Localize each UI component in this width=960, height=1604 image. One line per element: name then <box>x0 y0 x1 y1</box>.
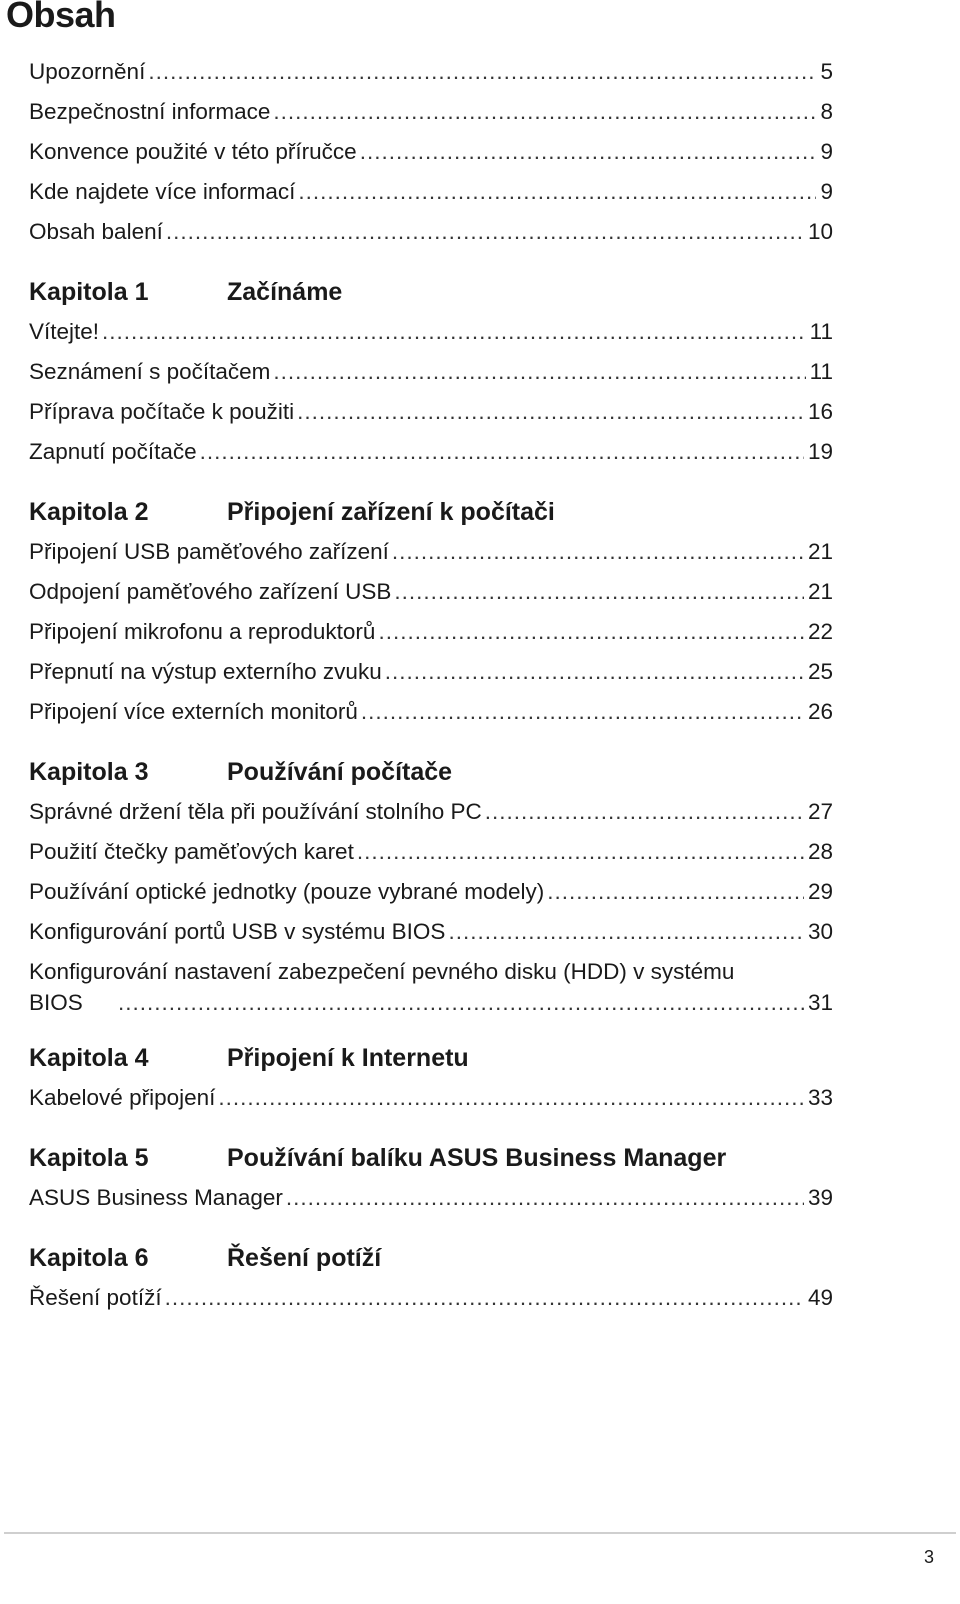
toc-entry-label: Kde najdete více informací <box>29 179 296 204</box>
toc-entry[interactable] <box>29 92 833 132</box>
toc-entry-label: Správné držení těla při používání stolního PC <box>29 799 482 824</box>
toc-entry[interactable] <box>29 612 833 652</box>
toc-entry-label: Seznámení s počítačem <box>29 359 271 384</box>
chapter-heading-2[interactable] <box>29 492 833 532</box>
chapter-title: Řešení potíží <box>227 1244 382 1272</box>
chapter-heading-3[interactable] <box>29 752 833 792</box>
chapter-number: Kapitola 2 <box>29 498 149 526</box>
toc-entry-page: 33 <box>807 1085 833 1110</box>
toc-entry[interactable] <box>29 392 833 432</box>
dot-leader <box>385 652 804 692</box>
toc-entry-page: 8 <box>820 99 833 124</box>
toc-entry-label: Zapnutí počítače <box>29 439 197 464</box>
dot-leader <box>547 872 804 912</box>
toc-entry-page: 16 <box>807 399 833 424</box>
toc-entry-page: 39 <box>807 1185 833 1210</box>
toc-entry-page: 25 <box>807 659 833 684</box>
chapter-heading-6[interactable] <box>29 1238 833 1278</box>
toc-entry-label: Konvence použité v této příručce <box>29 139 357 164</box>
toc-entry-label: Konfigurování portů USB v systému BIOS <box>29 919 446 944</box>
chapter-heading-5[interactable] <box>29 1138 833 1178</box>
dot-leader <box>392 532 804 572</box>
toc-entry[interactable] <box>29 1078 833 1118</box>
toc-entry-page: 19 <box>807 439 833 464</box>
toc-entry-label: Používání optické jednotky (pouze vybrané modely) <box>29 879 545 904</box>
toc-entry-label: Bezpečnostní informace <box>29 99 271 124</box>
toc-entry-page: 5 <box>820 59 833 84</box>
page-number: 3 <box>923 1547 934 1567</box>
toc-entry[interactable] <box>29 832 833 872</box>
toc-entry[interactable] <box>29 956 833 1018</box>
toc-entry[interactable] <box>29 312 833 352</box>
toc-entry[interactable] <box>29 532 833 572</box>
toc-entry-label: Řešení potíží <box>29 1285 162 1310</box>
toc-entry[interactable] <box>29 132 833 172</box>
dot-leader <box>148 52 816 92</box>
dot-leader <box>448 912 804 952</box>
toc-entry-page: 21 <box>807 539 833 564</box>
dot-leader <box>165 1278 804 1318</box>
toc-entry-page: 28 <box>807 839 833 864</box>
dot-leader <box>360 132 817 172</box>
dot-leader <box>286 1178 804 1218</box>
toc-entry-page: 26 <box>807 699 833 724</box>
toc-entry-label-continued: BIOS <box>29 990 83 1015</box>
dot-leader <box>378 612 804 652</box>
toc-entry[interactable] <box>29 912 833 952</box>
table-of-contents <box>29 52 833 1318</box>
toc-entry-label: Konfigurování nastavení zabezpečení pevného disku (HDD) v systému <box>29 959 735 984</box>
toc-entry-label: Připojení USB paměťového zařízení <box>29 539 389 564</box>
toc-entry[interactable] <box>29 52 833 92</box>
toc-entry-label: Použití čtečky paměťových karet <box>29 839 354 864</box>
dot-leader <box>118 987 804 1018</box>
toc-entry-label: Obsah balení <box>29 219 163 244</box>
chapter-heading-4[interactable] <box>29 1038 833 1078</box>
chapter-title: Připojení k Internetu <box>227 1044 469 1072</box>
toc-entry[interactable] <box>29 572 833 612</box>
footer-divider <box>4 1532 956 1534</box>
dot-leader <box>273 352 805 392</box>
toc-entry-page: 22 <box>807 619 833 644</box>
toc-entry-label: Vítejte! <box>29 319 100 344</box>
toc-entry-label: Přepnutí na výstup externího zvuku <box>29 659 382 684</box>
toc-entry-page: 11 <box>809 359 833 384</box>
chapter-number: Kapitola 4 <box>29 1044 149 1072</box>
dot-leader <box>200 432 804 472</box>
page-title: Obsah <box>6 0 116 35</box>
dot-leader <box>297 392 804 432</box>
toc-entry-label: Připojení více externích monitorů <box>29 699 358 724</box>
toc-entry-label: Připojení mikrofonu a reproduktorů <box>29 619 376 644</box>
toc-entry[interactable] <box>29 352 833 392</box>
toc-entry-page: 31 <box>807 990 833 1015</box>
chapter-number: Kapitola 6 <box>29 1244 149 1272</box>
toc-entry-page: 21 <box>807 579 833 604</box>
chapter-title: Připojení zařízení k počítači <box>227 498 555 526</box>
toc-entry-page: 11 <box>809 319 833 344</box>
dot-leader <box>102 312 806 352</box>
chapter-heading-1[interactable] <box>29 272 833 312</box>
chapter-title: Používání počítače <box>227 758 453 786</box>
dot-leader <box>218 1078 804 1118</box>
toc-entry-label: ASUS Business Manager <box>29 1185 283 1210</box>
toc-entry-label: Příprava počítače k použiti <box>29 399 295 424</box>
toc-entry-page: 49 <box>807 1285 833 1310</box>
dot-leader <box>357 832 804 872</box>
chapter-number: Kapitola 5 <box>29 1144 149 1172</box>
chapter-number: Kapitola 1 <box>29 278 149 306</box>
toc-entry-page: 9 <box>820 179 833 204</box>
dot-leader <box>298 172 816 212</box>
toc-entry-page: 27 <box>807 799 833 824</box>
toc-entry[interactable] <box>29 432 833 472</box>
toc-entry[interactable] <box>29 652 833 692</box>
toc-entry-label: Odpojení paměťového zařízení USB <box>29 579 392 604</box>
toc-entry-label: Upozornění <box>29 59 146 84</box>
toc-entry[interactable] <box>29 1178 833 1218</box>
chapter-title: Používání balíku ASUS Business Manager <box>227 1144 727 1172</box>
dot-leader <box>273 92 816 132</box>
toc-entry-page: 29 <box>807 879 833 904</box>
toc-entry[interactable] <box>29 212 833 252</box>
toc-entry-page: 9 <box>820 139 833 164</box>
toc-entry[interactable] <box>29 792 833 832</box>
dot-leader <box>394 572 804 612</box>
toc-entry[interactable] <box>29 1278 833 1318</box>
chapter-title: Začínáme <box>227 278 343 306</box>
dot-leader <box>361 692 804 732</box>
toc-entry[interactable] <box>29 172 833 212</box>
chapter-number: Kapitola 3 <box>29 758 149 786</box>
toc-entry[interactable] <box>29 692 833 732</box>
dot-leader <box>166 212 804 252</box>
toc-entry-label: Kabelové připojení <box>29 1085 216 1110</box>
toc-entry[interactable] <box>29 872 833 912</box>
toc-entry-page: 30 <box>807 919 833 944</box>
dot-leader <box>485 792 804 832</box>
toc-entry-page: 10 <box>807 219 833 244</box>
